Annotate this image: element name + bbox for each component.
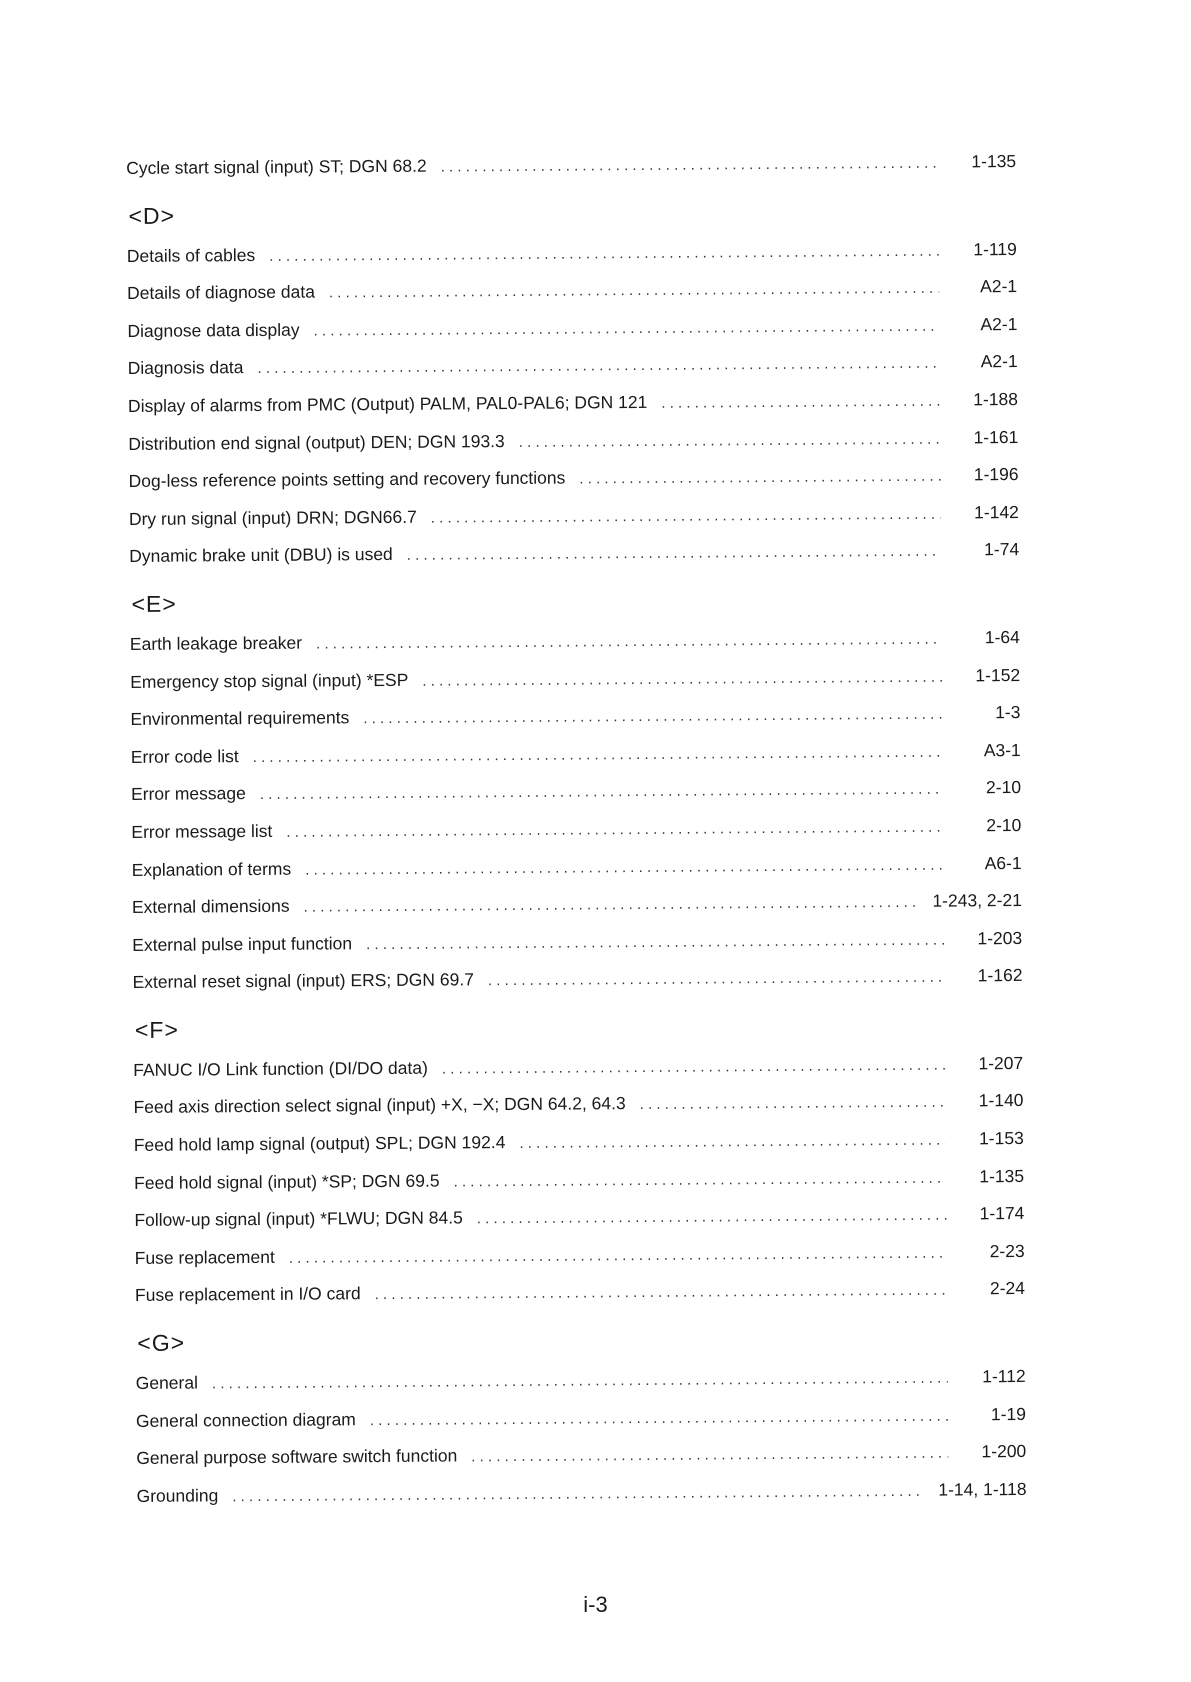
entry-page-ref: 1-74 [984,539,1020,560]
dot-leader [442,1046,946,1088]
dot-leader [303,884,918,926]
index-entry [134,1120,1024,1165]
section-heading: <F> [134,1016,179,1043]
page-number: i-3 [583,1592,608,1617]
entry-page-ref: 1-200 [981,1441,1027,1462]
entry-page-ref: 1-188 [973,388,1019,410]
entry-page-ref: 1-135 [971,151,1017,172]
entry-label: General connection diagram [135,1408,356,1431]
entry-page-ref: 1-119 [973,238,1017,259]
entry-label: Earth leakage breaker [129,632,303,654]
entry-page-ref: A2-1 [980,351,1018,372]
index-entry [128,456,1018,501]
index-entry [132,882,1022,927]
entry-label: Follow-up signal (input) *FLWU; DGN 84.5 [134,1207,463,1231]
entry-label: Explanation of terms [131,858,292,880]
index-section [129,577,1022,1002]
index-entry [135,1233,1025,1278]
entry-label: External dimensions [131,895,290,918]
entry-label: Details of diagnose data [127,281,315,304]
entry-label: External pulse input function [132,932,353,955]
section-heading: <E> [131,590,177,617]
entry-page-ref: 1-174 [979,1203,1025,1224]
entry-page-ref: 1-112 [982,1366,1026,1387]
dot-leader [370,1397,948,1439]
entry-label: Error message [130,783,246,805]
index-entry [135,1270,1025,1315]
section-heading: <G> [137,1329,186,1356]
entry-label: External reset signal (input) ERS; DGN 69.7 [132,969,475,993]
entry-label: Dynamic brake unit (DBU) is used [129,544,393,567]
entry-label: Distribution end signal (output) DEN; DGN 193.3 [128,430,505,454]
entry-label: Environmental requirements [130,707,350,730]
dot-leader [431,495,941,537]
entry-label: FANUC I/O Link function (DI/DO data) [133,1057,428,1080]
entry-page-ref: 1-243, 2-21 [932,890,1022,911]
dot-leader [661,383,940,423]
dot-leader [253,733,943,776]
index-entry [136,1471,1026,1516]
entry-label: Error message list [131,820,273,842]
entry-page-ref: 1-203 [977,927,1023,949]
entry-label: Diagnose data display [127,319,300,341]
dot-leader [407,533,942,575]
index-entry [132,844,1022,889]
entry-page-ref: 1-162 [977,965,1023,986]
index-entry [133,1082,1023,1127]
dot-leader [286,809,943,852]
dot-leader [519,1122,946,1163]
entry-label: Feed axis direction select signal (input) +X, −X; DGN 64.2, 64.3 [133,1093,626,1118]
index-entry [136,1358,1026,1403]
dot-leader [488,959,945,1000]
entry-label: Cycle start signal (input) ST; DGN 68.2 [126,155,427,178]
dot-leader [269,232,939,275]
dot-leader [441,145,939,186]
entry-page-ref: A6-1 [984,852,1022,873]
index-entry [132,920,1022,965]
dot-leader [375,1272,948,1314]
index-entry [134,1158,1024,1203]
entry-page-ref: 1-161 [973,426,1019,447]
index-entry [130,694,1020,739]
dot-leader [422,658,942,700]
index-entry [133,1045,1023,1090]
entry-page-ref: 1-140 [978,1090,1024,1111]
index-entry [128,381,1018,426]
entry-label: Feed hold signal (input) *SP; DGN 69.5 [134,1170,440,1193]
dot-leader [363,696,942,738]
entry-label: Fuse replacement [134,1246,275,1268]
entry-page-ref: 1-152 [975,664,1021,685]
dot-leader [316,621,942,664]
index-entry [128,419,1018,464]
entry-label: Display of alarms from PMC (Output) PALM, PAL0-PAL6; DGN 121 [127,391,648,416]
index-entry [128,343,1018,388]
dot-leader [477,1197,947,1238]
index-entry [131,807,1021,852]
index-entry [127,231,1017,276]
dot-leader [471,1435,948,1476]
index-entry [127,306,1017,351]
section-heading: <D> [128,202,176,229]
entry-page-ref: 2-23 [989,1240,1025,1262]
index-list [126,143,1027,1515]
entry-label: Fuse replacement in I/O card [134,1283,361,1306]
entry-page-ref: 1-153 [978,1128,1024,1149]
entry-page-ref: 2-10 [986,814,1022,836]
dot-leader [305,846,944,889]
index-entry [131,769,1021,814]
entry-label: Error code list [130,745,239,767]
entry-page-ref: 1-3 [995,702,1021,723]
index-entry [126,143,1016,188]
entry-page-ref: 1-207 [978,1052,1024,1074]
entry-label: Dry run signal (input) DRN; DGN66.7 [128,506,417,529]
index-entry [132,957,1022,1002]
dot-leader [519,420,941,461]
index-section [133,1003,1025,1315]
dot-leader [453,1159,946,1200]
entry-page-ref: 1-196 [973,464,1019,485]
dot-leader [212,1360,948,1403]
index-section [135,1316,1026,1515]
dot-leader [366,921,944,963]
entry-label: Diagnosis data [127,357,244,379]
entry-page-ref: 2-24 [989,1278,1026,1299]
entry-page-ref: 1-135 [979,1165,1025,1186]
dot-leader [257,345,939,388]
index-section [126,189,1019,576]
index-entry [136,1396,1026,1441]
entry-label: Emergency stop signal (input) *ESP [130,669,409,692]
index-section [126,143,1016,188]
entry-label: General purpose software switch function [136,1445,458,1469]
dot-leader [640,1084,946,1124]
dot-leader [289,1234,947,1277]
entry-label: Details of cables [126,244,256,266]
entry-page-ref: 1-142 [974,501,1019,523]
entry-page-ref: 1-14, 1-118 [938,1478,1027,1500]
dot-leader [329,270,939,312]
entry-page-ref: 1-19 [990,1403,1027,1424]
entry-label: Grounding [136,1485,219,1506]
index-entry [129,494,1019,539]
index-entry [130,657,1020,702]
entry-page-ref: A2-1 [980,276,1018,297]
dot-leader [313,307,939,350]
index-entry [136,1433,1026,1478]
entry-page-ref: 1-64 [984,626,1020,648]
index-entry [134,1195,1024,1240]
dot-leader [232,1473,924,1516]
entry-page-ref: A2-1 [980,313,1018,335]
index-entry [129,531,1019,576]
entry-label: Dog-less reference points setting and recovery functions [128,467,566,492]
entry-label: Feed hold lamp signal (output) SPL; DGN 192.4 [133,1132,506,1156]
index-entry [131,732,1021,777]
index-entry [130,619,1020,664]
entry-label: General [135,1372,199,1393]
entry-page-ref: 2-10 [985,777,1022,798]
entry-page-ref: A3-1 [983,739,1021,761]
dot-leader [260,771,944,814]
index-entry [127,268,1017,313]
dot-leader [579,458,941,498]
